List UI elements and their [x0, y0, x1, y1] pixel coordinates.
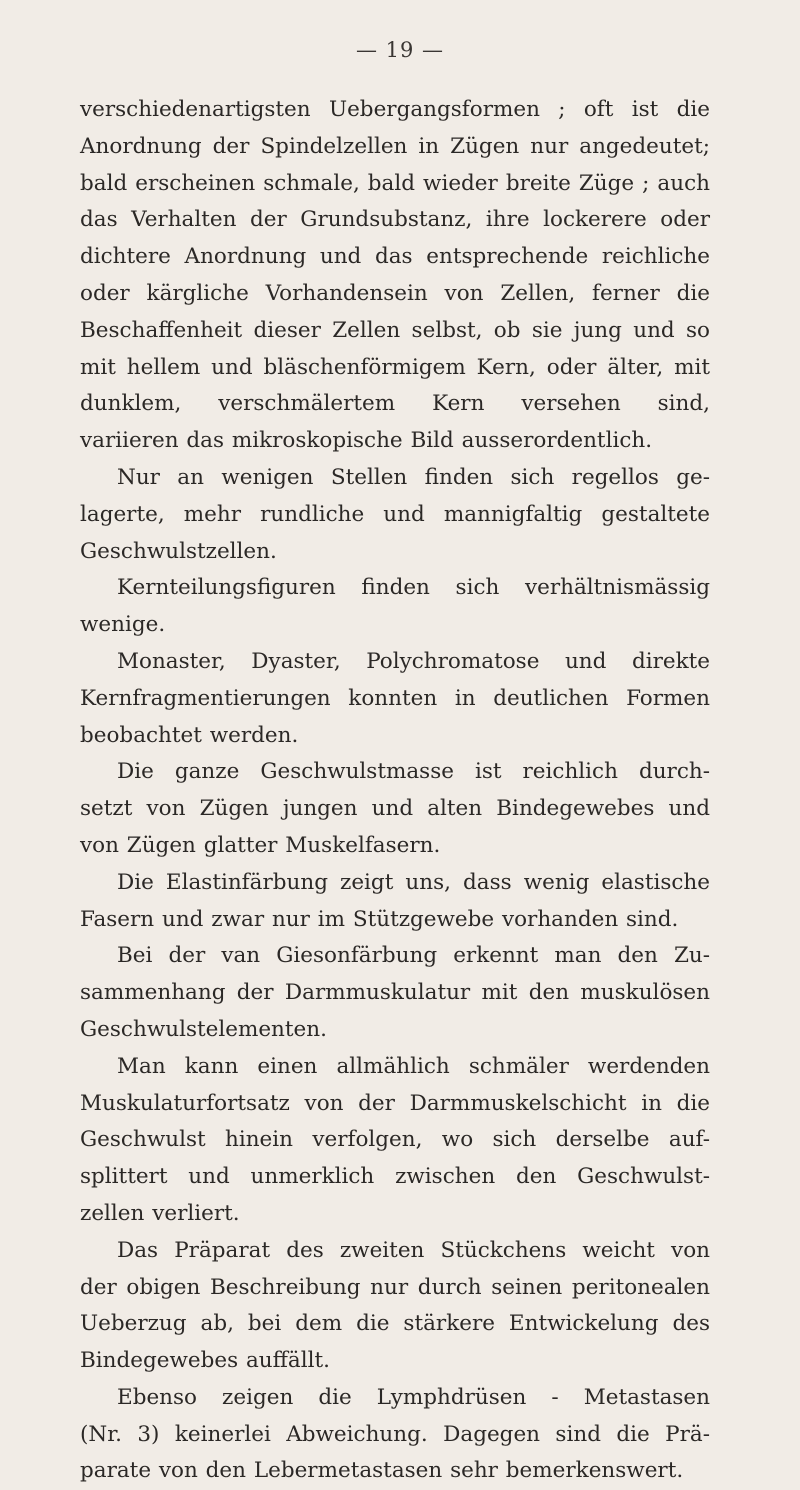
text-line: Anordnung der Spindelzellen in Zügen nur angedeutet; — [80, 133, 710, 159]
text-line: Ueberzug ab, bei dem die stärkere Entwickelung des — [80, 1311, 710, 1337]
text-line: Kernfragmentierungen konnten in deutlichen Formen — [80, 685, 710, 711]
text-line: oder kärgliche Vorhandensein von Zellen, ferner die — [80, 280, 710, 306]
text-line: setzt von Zügen jungen und alten Bindegewebes und — [80, 796, 710, 822]
text-line: Beschaffenheit dieser Zellen selbst, ob sie jung und so — [80, 317, 710, 343]
text-line: der obigen Beschreibung nur durch seinen peritonealen — [80, 1274, 710, 1300]
text-line: Bindegewebes auffällt. — [80, 1348, 330, 1374]
body-text — [80, 92, 710, 1490]
text-line: splittert und unmerklich zwischen den Geschwulst- — [80, 1164, 710, 1190]
text-line: wenige. — [80, 612, 166, 638]
text-line: sammenhang der Darmmuskulatur mit den muskulösen — [80, 980, 710, 1006]
text-line: Die ganze Geschwulstmasse ist reichlich durch- — [117, 759, 710, 785]
text-line: mit hellem und bläschenförmigem Kern, oder älter, mit — [80, 354, 710, 380]
page-number: — 19 — — [355, 38, 445, 62]
text-line: bald erscheinen schmale, bald wieder breite Züge ; auch — [80, 170, 710, 196]
text-line: Monaster, Dyaster, Polychromatose und direkte — [117, 648, 710, 674]
text-line: von Zügen glatter Muskelfasern. — [80, 832, 441, 858]
text-line: Geschwulst hinein verfolgen, wo sich derselbe auf- — [80, 1127, 710, 1153]
text-line: dunklem, verschmälertem Kern versehen sind, — [80, 391, 710, 417]
text-line: lagerte, mehr rundliche und mannigfaltig gestaltete — [80, 501, 710, 527]
text-line: das Verhalten der Grundsubstanz, ihre lockerere oder — [80, 207, 710, 233]
text-line: Das Präparat des zweiten Stückchens weicht von — [117, 1237, 710, 1263]
text-line: dichtere Anordnung und das entsprechende reichliche — [80, 244, 710, 270]
text-line: parate von den Lebermetastasen sehr bemerkenswert. — [80, 1458, 684, 1484]
text-line: Kernteilungsfiguren finden sich verhältnismässig — [117, 575, 710, 601]
text-line: variieren das mikroskopische Bild ausserordentlich. — [80, 428, 653, 454]
text-line: beobachtet werden. — [80, 722, 299, 748]
text-line: Die Elastinfärbung zeigt uns, dass wenig elastische — [117, 869, 710, 895]
text-line: Geschwulstelementen. — [80, 1016, 327, 1042]
text-line: Nur an wenigen Stellen finden sich regellos ge- — [117, 464, 710, 490]
text-line: Muskulaturfortsatz von der Darmmuskelschicht in die — [80, 1090, 710, 1116]
text-line: (Nr. 3) keinerlei Abweichung. Dagegen sind die Prä- — [80, 1421, 710, 1447]
text-line: Man kann einen allmählich schmäler werdenden — [117, 1053, 710, 1079]
text-line: verschiedenartigsten Uebergangsformen ; oft ist die — [80, 97, 710, 122]
text-line: Fasern und zwar nur im Stützgewebe vorhanden sind. — [80, 906, 679, 932]
text-line: Ebenso zeigen die Lymphdrüsen - Metastasen — [117, 1384, 710, 1410]
text-line: zellen verliert. — [80, 1200, 240, 1226]
text-line: Geschwulstzellen. — [80, 538, 277, 564]
text-line: Bei der van Giesonfärbung erkennt man den Zu- — [117, 943, 710, 969]
